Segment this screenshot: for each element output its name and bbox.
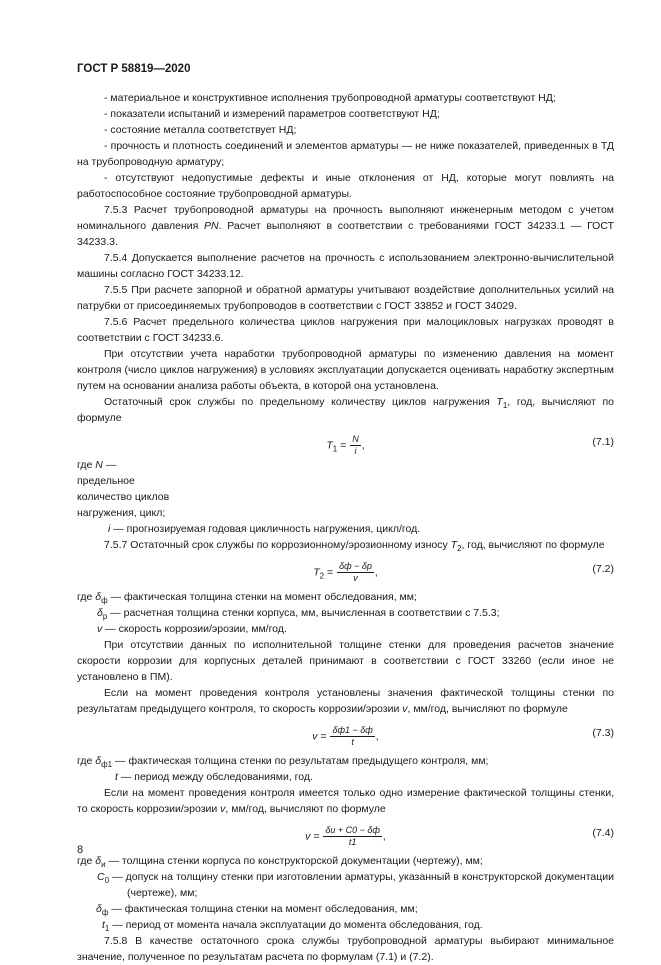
where-item: t — период между обследованиями, год.	[115, 771, 313, 783]
list-item: - показатели испытаний и измерений параметров соответствуют НД;	[104, 108, 440, 120]
formula-number: (7.4)	[592, 827, 614, 839]
where-item: v — скорость коррозии/эрозии, мм/год.	[97, 623, 287, 635]
formula-number: (7.2)	[592, 563, 614, 575]
paragraph-7-5-6: 7.5.6 Расчет предельного количества циклов нагружения при малоцикловых нагрузках проводят в соответствии с ГОСТ 34233.6.	[77, 316, 614, 344]
paragraph-previous-control: Если на момент проведения контроля установлены значения фактической толщины стенки по результатам предыдущего контроля, то скорость коррозии/эрозии v, мм/год, вычисляют по формуле	[77, 687, 614, 715]
where-item: где $\delta_ф$ — фактическая толщина стенки на момент обследования, мм;	[77, 591, 417, 606]
list-item: - прочность и плотность соединений и элементов арматуры — не ниже показателей, приведенных в ТД на трубопроводную арматуру;	[77, 140, 614, 168]
paragraph-7-5-3: 7.5.3 Расчет трубопроводной арматуры на прочность выполняют инженерным методом с учетом номинального давления PN. Расчет выполняют в соответствии с требованиями ГОСТ 34233.1 — ГОСТ 34233.3.	[77, 204, 614, 248]
where-item: $t_1$ — период от момента начала эксплуатации до момента обследования, год.	[102, 919, 483, 934]
formula-7-3: v = $\frac{\delta ф1 - \delta ф}{t}$ , (7.3)	[312, 725, 614, 747]
where-item: $C_0$ — допуск на толщину стенки при изготовлении арматуры, указанный в конструкторской документации (чертеже), мм;	[97, 871, 614, 899]
paragraph-7-5-4: 7.5.4 Допускается выполнение расчетов на прочность с использованием электронно-вычислительной машины согласно ГОСТ 34233.12.	[77, 252, 614, 280]
formula-7-1: $T_1$ = $\frac{N}{i}$ , (7.1)	[326, 434, 614, 456]
where-item: $\delta_р$ — расчетная толщина стенки корпуса, мм, вычисленная в соответствии с 7.5.3;	[97, 607, 500, 622]
list-item: - отсутствуют недопустимые дефекты и иные отклонения от НД, которые могут повлиять на работоспособное состояние трубопроводной арматуры.	[77, 172, 614, 200]
where-item: где N — предельное количество циклов нагружения, цикл;	[77, 459, 170, 519]
where-item: i — прогнозируемая годовая цикличность нагружения, цикл/год.	[108, 523, 421, 535]
formula-7-4: v = $\frac{\delta и + C0 - \delta ф}{t1}$ , (7.4)	[305, 825, 614, 847]
paragraph-no-data: При отсутствии данных по исполнительной толщине стенки для проведения расчетов значение скорости коррозии для корпусных деталей принимают в соответствии с ГОСТ 33260 (если иное не установлено в ПМ).	[77, 639, 614, 683]
paragraph-expert-assessment: При отсутствии учета наработки трубопроводной арматуры по изменению давления на момент контроля (число циклов нагружения) в условиях эксплуатации допускается оценивать наработку экспертным путем на основании анализа работы объекта, в которой она установлена.	[77, 348, 614, 392]
document-header: ГОСТ Р 58819—2020	[77, 63, 191, 75]
where-item: где $\delta_и$ — толщина стенки корпуса по конструкторской документации (чертежу), мм;	[77, 855, 483, 870]
formula-number: (7.3)	[592, 727, 614, 739]
list-item: - материальное и конструктивное исполнения трубопроводной арматуры соответствуют НД;	[104, 92, 556, 104]
paragraph-residual-cycles: Остаточный срок службы по предельному количеству циклов нагружения $T_1$, год, вычисляют по формуле	[77, 396, 614, 424]
page-number: 8	[77, 844, 84, 856]
where-item: где $\delta_{ф1}$ — фактическая толщина стенки по результатам предыдущего контроля, мм;	[77, 755, 489, 770]
paragraph-7-5-7: 7.5.7 Остаточный срок службы по коррозионному/эрозионному износу $T_2$, год, вычисляют по формуле	[104, 539, 605, 554]
list-item: - состояние металла соответствует НД;	[104, 124, 297, 136]
formula-number: (7.1)	[592, 436, 614, 448]
paragraph-single-measurement: Если на момент проведения контроля имеется только одно измерение фактической толщины стенки, то скорость коррозии/эрозии v, мм/год, вычисляют по формуле	[77, 787, 614, 815]
paragraph-7-5-8: 7.5.8 В качестве остаточного срока службы трубопроводной арматуры выбирают минимальное значение, полученное по результатам расчета по формулам (7.1) и (7.2).	[77, 935, 614, 963]
document-body	[77, 90, 614, 965]
formula-7-2: $T_2$ = $\frac{\delta ф - \delta р}{v}$ , (7.2)	[313, 561, 614, 583]
where-item: $\delta_ф$ — фактическая толщина стенки на момент обследования, мм;	[96, 903, 418, 918]
paragraph-7-5-5: 7.5.5 При расчете запорной и обратной арматуры учитывают воздействие дополнительных усилий на патрубки от присоединяемых трубопроводов в соответствии с ГОСТ 33852 и ГОСТ 34029.	[77, 284, 614, 312]
